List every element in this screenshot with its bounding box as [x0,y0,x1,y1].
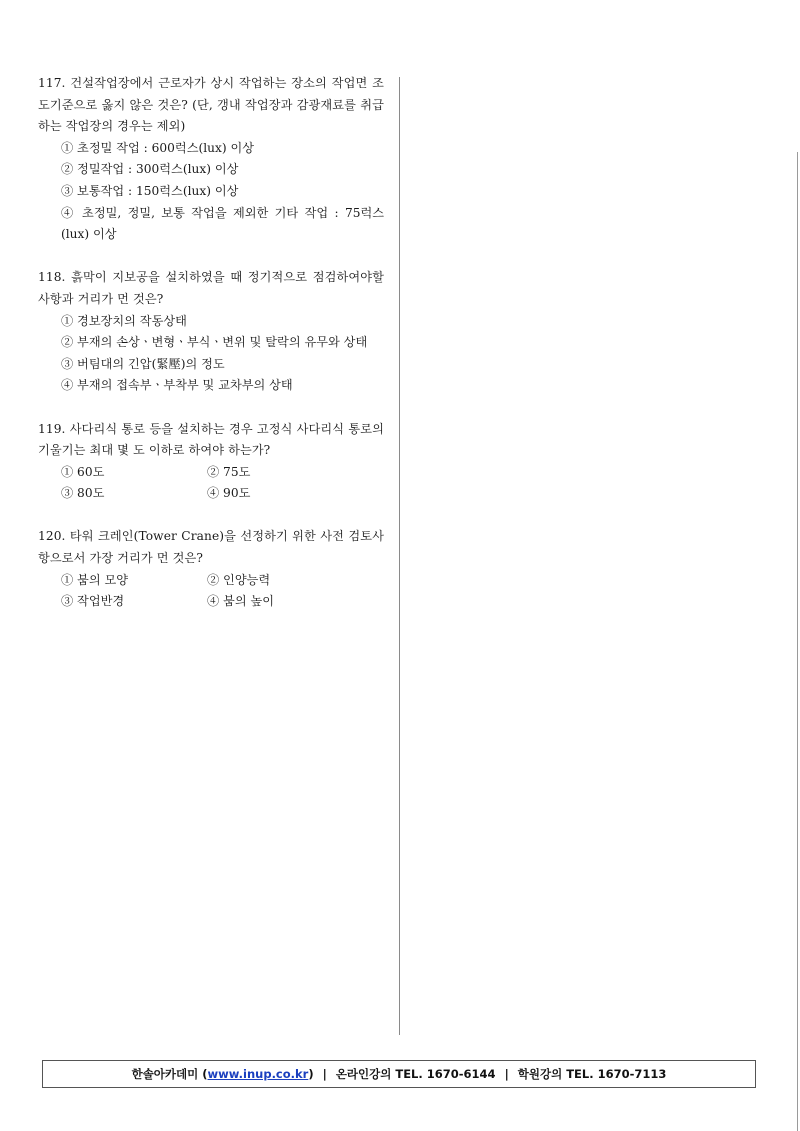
question-117 [38,73,384,246]
question-118 [38,267,384,397]
footer-separator: | [504,1067,509,1081]
option-row [38,483,384,505]
website-link[interactable]: www.inup.co.kr [207,1067,309,1081]
question-stem: 119. 사다리식 통로 등을 설치하는 경우 고정식 사다리식 통로의 기울기는 최대 몇 도 이하로 하여야 하는가? [38,421,384,458]
academy-name-close: ) [308,1067,314,1081]
option-row [38,462,384,484]
question-stem: 117. 건설작업장에서 근로자가 상시 작업하는 장소의 작업면 조도기준으로 옳지 않은 것은? (단, 갱내 작업장과 감광재료를 취급하는 작업장의 경우는 제외) [38,76,384,134]
page-edge-line [797,152,798,1131]
question-column [38,73,384,634]
option-4: ④ 초정밀, 정밀, 보통 작업을 제외한 기타 작업 : 75럭스(lux) 이상 [61,205,384,242]
option-2: ② 정밀작업 : 300럭스(lux) 이상 [61,162,239,177]
question-stem: 118. 흙막이 지보공을 설치하였을 때 정기적으로 점검하여야할 사항과 거리가 먼 것은? [38,270,384,306]
online-tel: 온라인강의 TEL. 1670-6144 [335,1067,496,1081]
question-119 [38,419,384,505]
question-120 [38,526,384,612]
option-row [38,570,384,592]
option-1: ① 경보장치의 작동상태 [61,313,187,328]
footer-bar [42,1060,756,1088]
academy-name: 한솔아카데미 ( [131,1067,208,1081]
column-divider [399,77,400,1035]
option-1: ① 초정밀 작업 : 600럭스(lux) 이상 [61,140,255,155]
offline-tel: 학원강의 TEL. 1670-7113 [517,1067,667,1081]
question-stem: 120. 타워 크레인(Tower Crane)을 선정하기 위한 사전 검토사항으로서 가장 거리가 먼 것은? [38,529,384,566]
option-4: ④ 붐의 높이 [207,594,275,609]
option-3: ③ 버팀대의 긴압(緊壓)의 정도 [61,356,225,371]
option-4: ④ 부재의 접속부ㆍ부착부 및 교차부의 상태 [61,378,293,393]
option-4: ④ 90도 [207,486,251,501]
option-3: ③ 보통작업 : 150럭스(lux) 이상 [61,183,239,198]
option-3: ③ 80도 [61,486,105,501]
option-2: ② 부재의 손상ㆍ변형ㆍ부식ㆍ변위 및 탈락의 유무와 상태 [61,335,368,350]
option-1: ① 붐의 모양 [61,572,129,587]
option-2: ② 75도 [207,464,251,479]
option-1: ① 60도 [61,464,105,479]
option-row [38,591,384,613]
footer-separator: | [322,1067,327,1081]
option-2: ② 인양능력 [207,572,271,587]
option-3: ③ 작업반경 [61,594,125,609]
